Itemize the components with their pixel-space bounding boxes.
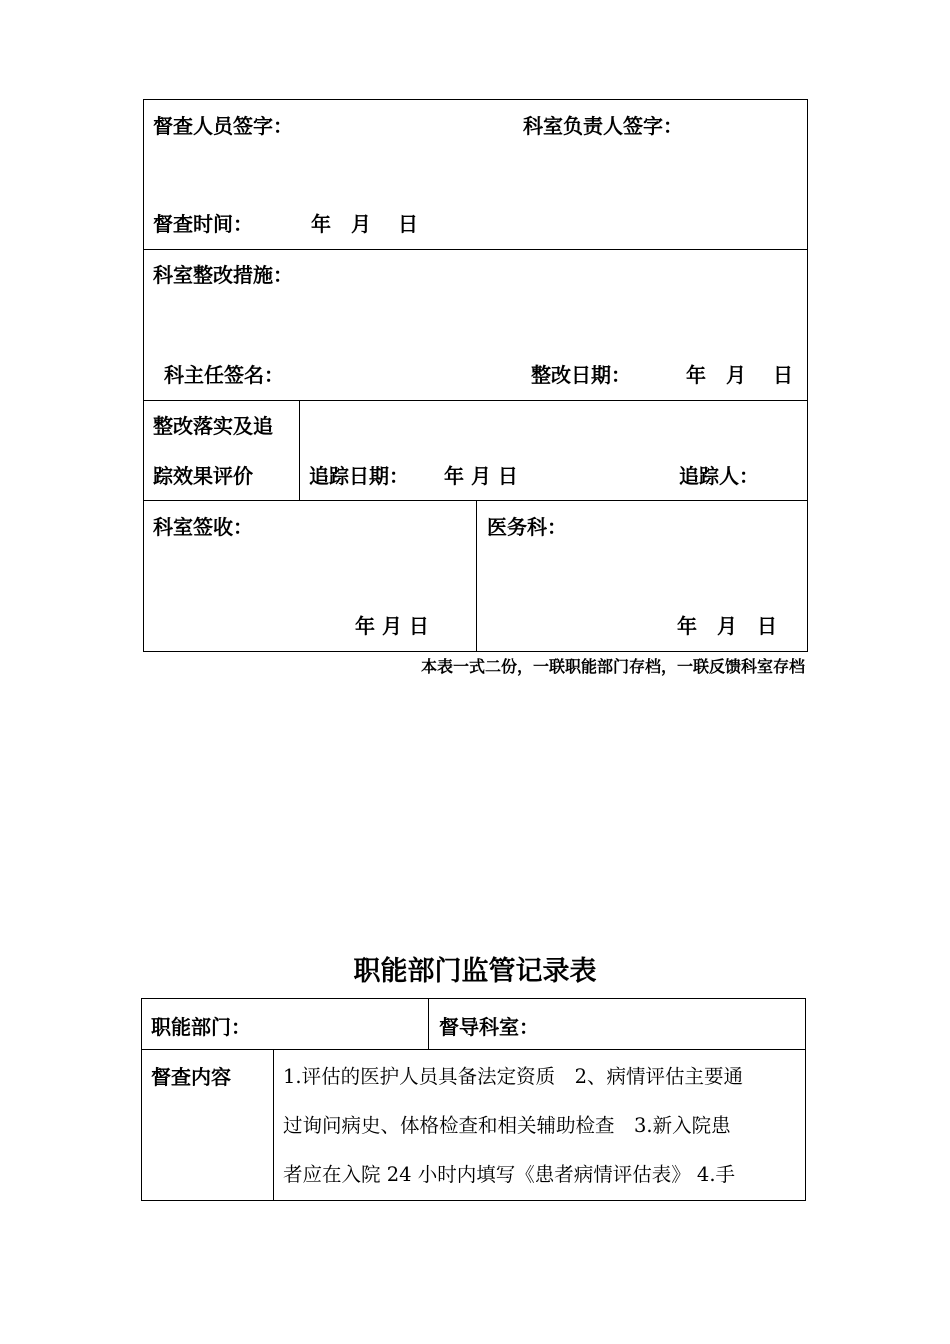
medical-affairs-date: 年 月 日 — [677, 614, 777, 638]
content-line: 过询问病史、体格检查和相关辅助检查 3.新入院患 — [283, 1114, 731, 1137]
rectify-date-units: 年 月 日 — [686, 363, 793, 387]
followup-label-line1: 整改落实及追 — [153, 414, 273, 438]
form-title: 职能部门监管记录表 — [353, 956, 597, 987]
row-divider — [143, 249, 808, 250]
director-signature-label: 科主任签名： — [164, 363, 284, 387]
dept-receipt-date: 年 月 日 — [355, 614, 429, 638]
track-date-units: 年 月 日 — [444, 464, 518, 488]
inspect-time-label: 督查时间： — [153, 212, 253, 236]
column-divider — [476, 500, 477, 652]
dept-head-signature-label: 科室负责人签字： — [523, 114, 683, 138]
track-date-label: 追踪日期： — [309, 464, 409, 488]
inspect-content-label: 督查内容 — [151, 1065, 231, 1089]
supervised-dept-label: 督导科室： — [439, 1015, 539, 1039]
inspector-signature-label: 督查人员签字： — [153, 114, 293, 138]
medical-affairs-label: 医务科： — [487, 515, 567, 539]
footer-note: 本表一式二份，一联职能部门存档，一联反馈科室存档 — [420, 657, 805, 676]
inspect-date-units: 年 月 日 — [311, 212, 418, 236]
tracker-label: 追踪人： — [679, 464, 759, 488]
rectify-date-label: 整改日期： — [531, 363, 631, 387]
column-divider — [273, 1049, 274, 1201]
content-line: 者应在入院 24 小时内填写《患者病情评估表》 4.手 — [283, 1163, 736, 1186]
row-divider — [143, 400, 808, 401]
rectify-measures-label: 科室整改措施： — [153, 263, 293, 287]
followup-label-line2: 踪效果评价 — [153, 464, 253, 488]
content-line: 1.评估的医护人员具备法定资质 2、病情评估主要通 — [283, 1065, 744, 1088]
row-divider — [141, 1049, 806, 1050]
column-divider — [428, 998, 429, 1050]
functional-dept-label: 职能部门： — [151, 1015, 251, 1039]
column-divider — [299, 400, 300, 501]
dept-receipt-label: 科室签收： — [153, 515, 253, 539]
